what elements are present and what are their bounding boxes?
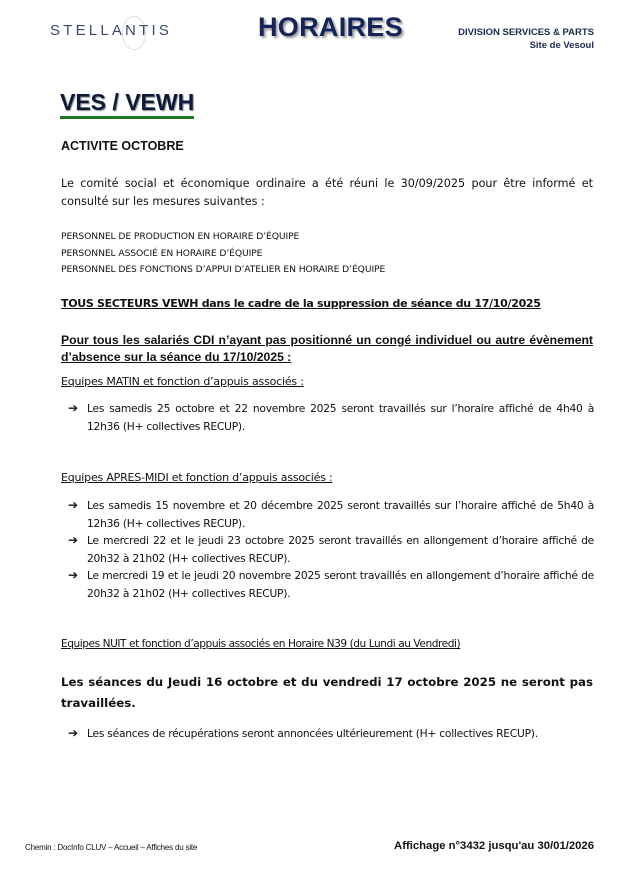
document-heading: VES / VEWH [60,89,194,119]
right-arrow-icon: ➔ [68,533,79,547]
personnel-list [61,229,385,279]
list-item [68,400,594,435]
personnel-line: PERSONNEL ASSOCIÉ EN HORAIRE D’ÉQUIPE [61,247,263,259]
footer-path: Chemin : DocInfo CLUV – Accueil – Affiches du site [25,843,198,852]
division-name: DIVISION SERVICES & PARTS [458,27,594,38]
list-item-text: Les samedis 15 novembre et 20 décembre 2025 seront travaillés sur l’horaire affiché de 5h40 à 12h36 (H+ collectives RECUP). [87,499,594,530]
division-block [458,26,594,52]
section-title-matin: Equipes MATIN et fonction d’appuis associés : [61,375,304,388]
list-item-text: Le mercredi 19 et le jeudi 20 novembre 2025 seront travaillés en allongement d’horaire affiché de 20h32 à 21h02 (H+ collectives RECUP). [87,569,594,600]
right-arrow-icon: ➔ [68,568,79,582]
personnel-line: PERSONNEL DE PRODUCTION EN HORAIRE D’ÉQUIPE [61,231,300,242]
list-item [68,725,594,743]
right-arrow-icon: ➔ [68,726,79,740]
right-arrow-icon: ➔ [68,498,79,512]
site-name: Site de Vesoul [529,40,594,51]
personnel-line: PERSONNEL DES FONCTIONS D’APPUI D’ATELIER EN HORAIRE D’ÉQUIPE [61,264,386,275]
sectors-heading: TOUS SECTEURS VEWH dans le cadre de la suppression de séance du 17/10/2025 [61,297,541,310]
list-item [68,567,594,602]
night-statement: Les séances du Jeudi 16 octobre et du vendredi 17 octobre 2025 ne seront pas travaillées. [61,675,593,710]
stellantis-logo [50,22,190,44]
intro-paragraph: Le comité social et économique ordinaire a été réuni le 30/09/2025 pour être informé et consulté sur les mesures suivantes : [61,177,593,208]
list-item-text: Les samedis 25 octobre et 22 novembre 2025 seront travaillés sur l’horaire affiché de 4h40 à 12h36 (H+ collectives RECUP). [87,402,594,433]
list-item [68,532,594,567]
right-arrow-icon: ➔ [68,401,79,415]
activity-title: ACTIVITE OCTOBRE [61,139,184,153]
list-item-text: Les séances de récupérations seront annoncées ultérieurement (H+ collectives RECUP). [87,727,538,740]
section-title-nuit: Equipes NUIT et fonction d’appuis associés en Horaire N39 (du Lundi au Vendredi) [61,638,461,650]
list-item [68,497,594,532]
logo-text: STELLANTIS [50,22,173,39]
cdi-heading: Pour tous les salariés CDI n’ayant pas positionné un congé individuel ou autre évènement d’absence sur la séance du 17/10/2025 : [61,333,593,364]
section-title-apres-midi: Equipes APRES-MIDI et fonction d’appuis associés : [61,471,333,484]
page-title: HORAIRES [258,12,403,42]
list-item-text: Le mercredi 22 et le jeudi 23 octobre 2025 seront travaillés en allongement d’horaire affiché de 20h32 à 21h02 (H+ collectives RECUP). [87,534,594,565]
footer-display-info: Affichage n°3432 jusqu'au 30/01/2026 [394,840,594,852]
logo-emblem-icon [122,16,146,50]
